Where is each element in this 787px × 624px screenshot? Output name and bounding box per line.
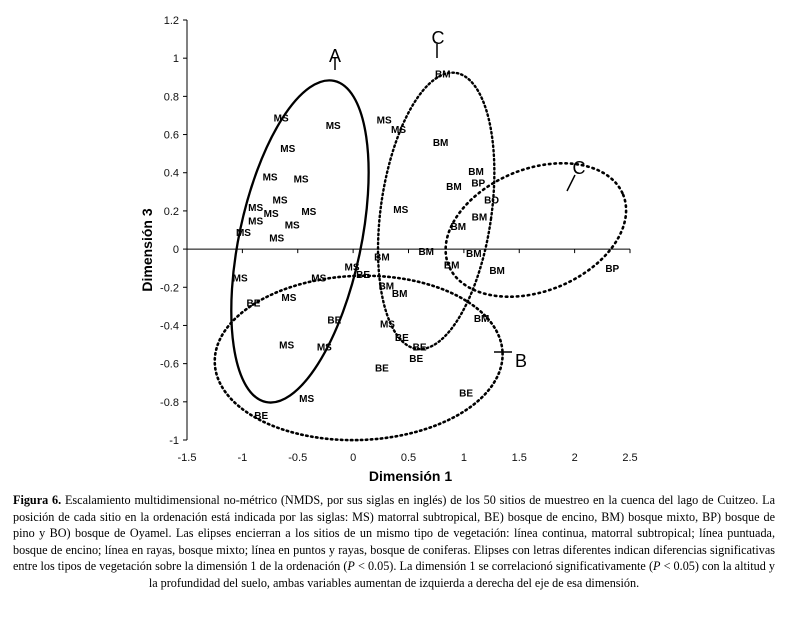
site-point-bm: BM [473,313,490,325]
caption-text-1: Escalamiento multidimensional no-métrico (NMDS, por sus siglas en inglés) de los 50 sitios de muestreo en la cuenca del lago de Cuitzeo. La posición de cada sitio en la ordenación está indicada por las siglas: MS) matorral subtropical, BE) bosque de encino, BM) bosque mixto, BP) bosque de pino y BO) bosque de Oyamel. Las elipses encierran a los sitios de un mismo tipo de vegetación: línea continua, matorral subtropical; línea puntuada, bosque de encino; línea en rayas, bosque mixto; línea en puntos y rayas, bosque de coniferas. Elipses con letras diferentes indican diferencias significativas entre los tipos de vegetación sobre la dimensión 1 de la ordenación ( [13,493,775,574]
group-letter-c-mixto: C [431,28,445,48]
site-point-ms: MS [232,273,248,285]
x-axis-label: Dimensión 1 [368,468,453,484]
caption-p-1: P [347,559,355,574]
site-point-be: BE [246,298,261,310]
x-tick-label: -1 [237,452,248,464]
site-point-be: BE [327,315,342,327]
group-letter-c-coniferas: C [572,158,586,178]
x-tick-label: -0.5 [288,452,308,464]
site-point-ms: MS [393,205,409,216]
site-point-bm: BM [418,247,435,258]
site-point-ms: MS [311,273,327,285]
site-point-ms: MS [293,174,309,186]
site-point-bm: BM [443,260,460,272]
x-tick-label: 1 [460,452,467,464]
site-point-ms: MS [316,342,332,354]
site-point-be: BE [374,363,389,375]
site-point-bm: BM [432,138,449,150]
site-point-bm: BM [489,266,505,278]
y-tick-label: 0.2 [163,205,179,218]
site-point-ms: MS [391,124,407,136]
site-point-ms: MS [248,216,264,228]
site-point-ms: MS [235,227,251,239]
site-point-ms: MS [301,206,317,218]
y-tick-label: 0.4 [163,167,179,180]
site-point-ms: MS [379,319,395,331]
site-point-be: BE [459,388,474,400]
site-point-be: BE [412,342,427,354]
site-point-ms: MS [344,262,360,274]
caption-lead: Figura 6. [13,493,62,507]
site-point-bm: BM [391,289,408,300]
site-point-ms: MS [269,233,285,245]
y-tick-label: 0 [172,244,179,257]
site-point-ms: MS [280,143,296,155]
y-tick-label: -0.2 [160,282,179,295]
site-point-ms: MS [299,394,315,405]
site-point-be: BE [356,269,371,281]
x-tick-label: 1.5 [511,452,527,464]
y-tick-label: 0.6 [163,129,179,142]
ellipse-matorral-subtropical [206,68,393,415]
site-point-be: BE [394,332,409,344]
y-tick-label: -0.8 [160,396,179,409]
figure-caption [13,492,775,592]
site-point-be: BE [409,353,424,365]
site-point-bm: BM [435,69,451,81]
site-point-bp: BP [471,178,486,190]
site-point-bm: BM [378,281,395,293]
caption-p-2: P [653,559,661,574]
site-point-bm: BM [446,182,462,194]
x-tick-label: 2.5 [622,452,638,464]
y-tick-label: 0.8 [163,91,179,104]
site-point-ms: MS [273,113,289,125]
site-point-ms: MS [279,340,295,352]
x-tick-label: 0 [350,452,357,464]
x-tick-label: -1.5 [177,452,197,464]
y-tick-label: 1.2 [163,15,179,27]
caption-text-3: < 0.05) con la altitud y la profundidad del suelo, ambas variables aumentan de izquierda a derecha del eje de esa dimensión. [148,559,775,590]
group-letter-b: B [515,351,528,371]
x-tick-label: 0.5 [400,452,417,464]
caption-text-2: < 0.05). La dimensión 1 se correlacionó significativamente ( [354,559,654,574]
site-point-bo: BO [484,195,500,207]
y-axis-label: Dimensión 3 [139,208,155,292]
site-point-ms: MS [248,203,264,215]
chart-axes [160,15,638,464]
y-tick-label: -0.4 [160,320,179,333]
site-point-ms: MS [263,208,279,220]
site-point-ms: MS [376,115,392,127]
site-points [233,69,620,422]
site-point-ms: MS [281,292,297,304]
site-point-ms: MS [284,220,300,232]
site-point-ms: MS [262,172,278,184]
site-point-bm: BM [466,248,482,260]
site-point-bm: BM [450,222,467,234]
site-point-bm: BM [374,252,390,264]
site-point-be: BE [254,411,269,423]
site-point-ms: MS [272,195,288,207]
site-point-bm: BM [471,212,488,224]
y-tick-label: -0.6 [160,358,179,371]
y-tick-label: 1 [172,53,179,66]
site-point-ms: MS [325,121,341,132]
x-tick-label: 2 [571,452,578,464]
site-point-bp: BP [605,264,620,276]
y-tick-label: -1 [169,435,179,447]
group-letter-a: A [328,46,342,66]
site-point-bm: BM [468,166,484,178]
